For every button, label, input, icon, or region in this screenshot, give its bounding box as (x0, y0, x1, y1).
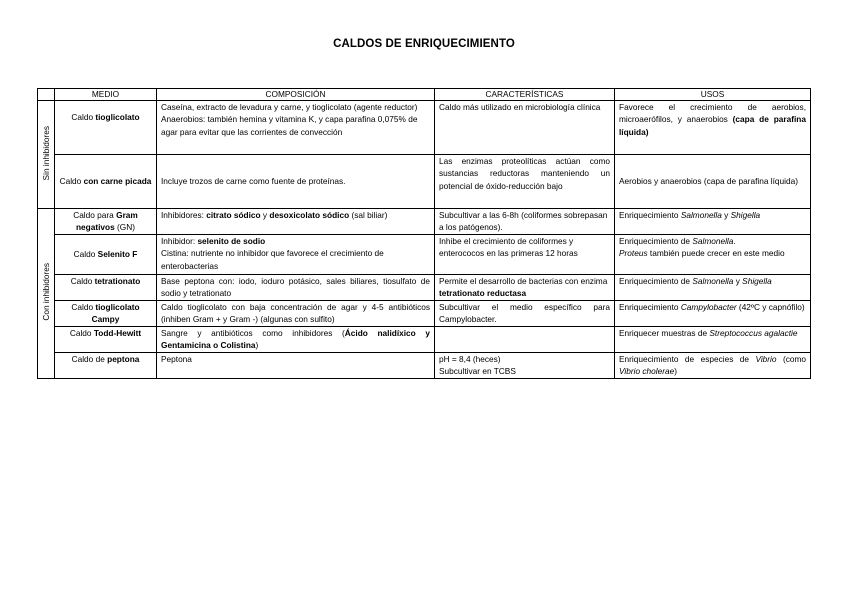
composicion-cell: Base peptona con: iodo, ioduro potásico, sales biliares, tiosulfato de sodio y tetrationato (157, 275, 435, 301)
medio-cell: Caldo tioglicolato Campy (55, 301, 157, 327)
caracteristicas-cell: Subcultivar el medio específico para Campylobacter. (435, 301, 615, 327)
header-caracteristicas: CARACTERÍSTICAS (435, 89, 615, 101)
caracteristicas-cell (435, 327, 615, 353)
usos-cell: Enriquecimiento de Salmonella. Proteus también puede crecer en este medio (615, 235, 811, 275)
caracteristicas-cell: Caldo más utilizado en microbiología clínica (435, 101, 615, 155)
composicion-cell: Caldo tioglicolato con baja concentración de agar y 4-5 antibióticos (inhiben Gram + y Gram -) (algunas con sulfito) (157, 301, 435, 327)
caracteristicas-cell: Inhibe el crecimiento de coliformes y enterococos en las primeras 12 horas (435, 235, 615, 275)
medio-cell: Caldo para Gram negativos (GN) (55, 209, 157, 235)
usos-cell: Aerobios y anaerobios (capa de parafina líquida) (615, 155, 811, 209)
group-con-inhibidores (38, 209, 55, 379)
table-row (38, 275, 811, 301)
table-row (38, 209, 811, 235)
header-empty (38, 89, 55, 101)
usos-cell: Enriquecimiento de especies de Vibrio (como Vibrio cholerae) (615, 353, 811, 379)
composicion-cell: Inhibidores: citrato sódico y desoxicolato sódico (sal biliar) (157, 209, 435, 235)
group-label: Con inhibidores (40, 262, 51, 321)
composicion-cell: Incluye trozos de carne como fuente de proteínas. (157, 155, 435, 209)
table-row (38, 235, 811, 275)
group-sin-inhibidores (38, 101, 55, 209)
header-row (38, 89, 811, 101)
page-title: CALDOS DE ENRIQUECIMIENTO (333, 38, 515, 50)
composicion-cell: Sangre y antibióticos como inhibidores (Ácido nalidíxico y Gentamicina o Colistina) (157, 327, 435, 353)
caracteristicas-cell: Permite el desarrollo de bacterias con enzima tetrationato reductasa (435, 275, 615, 301)
medio-cell: Caldo tetrationato (55, 275, 157, 301)
table-row (38, 155, 811, 209)
header-medio: MEDIO (55, 89, 157, 101)
medio-cell: Caldo Todd-Hewitt (55, 327, 157, 353)
composicion-cell: Inhibidor: selenito de sodio Cistina: nutriente no inhibidor que favorece el crecimiento de enterobacterias (157, 235, 435, 275)
usos-cell: Enriquecimiento Campylobacter (42ºC y capnófilo) (615, 301, 811, 327)
usos-cell: Favorece el crecimiento de aerobios, microaerófilos, y anaerobios (capa de parafina líquida) (615, 101, 811, 155)
composicion-cell: Peptona (157, 353, 435, 379)
medio-cell: Caldo tioglicolato (55, 101, 157, 155)
usos-cell: Enriquecer muestras de Streptococcus agalactie (615, 327, 811, 353)
composicion-cell: Caseína, extracto de levadura y carne, y tioglicolato (agente reductor) Anaerobios: también hemina y vitamina K, y capa parafina 0,075% de agar para evitar que las corrientes de convección (157, 101, 435, 155)
enrichment-broths-table (37, 88, 811, 379)
usos-cell: Enriquecimiento de Salmonella y Shigella (615, 275, 811, 301)
table-row (38, 327, 811, 353)
usos-cell: Enriquecimiento Salmonella y Shigella (615, 209, 811, 235)
medio-cell: Caldo Selenito F (55, 235, 157, 275)
medio-cell: Caldo de peptona (55, 353, 157, 379)
caracteristicas-cell: Las enzimas proteolíticas actúan como sustancias reductoras manteniendo un potencial de óxido-reducción bajo (435, 155, 615, 209)
header-usos: USOS (615, 89, 811, 101)
table-row (38, 353, 811, 379)
caracteristicas-cell: pH = 8,4 (heces) Subcultivar en TCBS (435, 353, 615, 379)
caracteristicas-cell: Subcultivar a las 6-8h (coliformes sobrepasan a los patógenos). (435, 209, 615, 235)
group-label: Sin inhibidores (40, 125, 51, 181)
table-row (38, 101, 811, 155)
header-composicion: COMPOSICIÓN (157, 89, 435, 101)
medio-cell: Caldo con carne picada (55, 155, 157, 209)
table-row (38, 301, 811, 327)
